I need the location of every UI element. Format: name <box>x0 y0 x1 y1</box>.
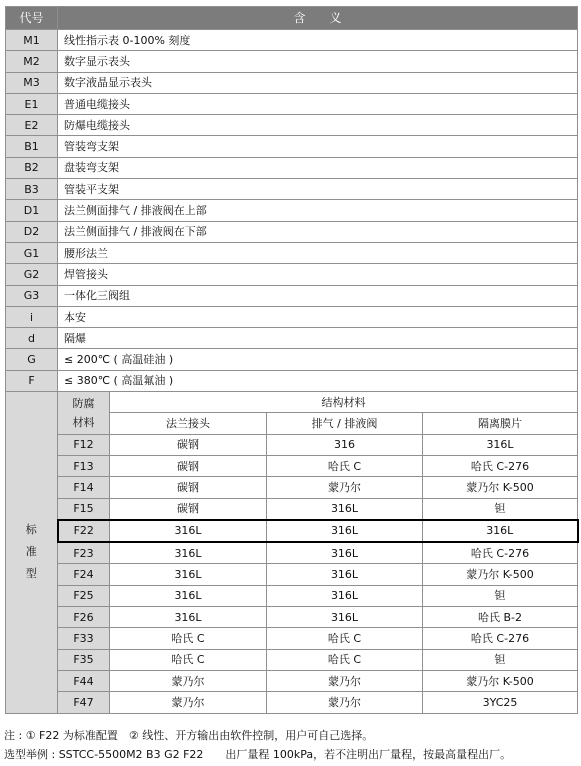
option-code: F <box>6 370 58 391</box>
option-row <box>6 221 578 242</box>
flange-material: 316L <box>110 564 267 585</box>
material-code: F12 <box>58 434 110 455</box>
diaphragm-material: 哈氏 B-2 <box>423 607 578 628</box>
option-code: G2 <box>6 264 58 285</box>
flange-material: 316L <box>110 585 267 606</box>
option-code: D2 <box>6 221 58 242</box>
material-code: F35 <box>58 649 110 670</box>
material-code: F23 <box>58 542 110 564</box>
option-description: 普通电缆接头 <box>58 93 578 114</box>
option-code: d <box>6 328 58 349</box>
material-code: F14 <box>58 477 110 498</box>
option-description: 一体化三阀组 <box>58 285 578 306</box>
corrosion-material-header: 防腐 材料 <box>58 392 110 435</box>
material-row <box>6 564 578 585</box>
option-code: i <box>6 306 58 327</box>
valve-material: 316L <box>267 585 423 606</box>
option-description: 腰形法兰 <box>58 242 578 263</box>
material-code: F24 <box>58 564 110 585</box>
material-code: F44 <box>58 670 110 691</box>
standard-type-label: 标 准 型 <box>6 392 58 713</box>
note-line-1: 注 : ① F22 为标准配置 ② 线性、开方输出由软件控制，用户可自己选择。 <box>4 729 374 742</box>
option-description: ≤ 200℃ ( 高温硅油 ) <box>58 349 578 370</box>
material-row <box>6 498 578 520</box>
option-description: 线性指示表 0-100% 刻度 <box>58 30 578 51</box>
option-description: 防爆电缆接头 <box>58 115 578 136</box>
option-description: 盘装弯支架 <box>58 157 578 178</box>
valve-material: 316L <box>267 542 423 564</box>
option-code: D1 <box>6 200 58 221</box>
option-code: E2 <box>6 115 58 136</box>
valve-column-header: 排气 / 排液阀 <box>267 413 423 434</box>
option-description: 管装弯支架 <box>58 136 578 157</box>
flange-material: 哈氏 C <box>110 628 267 649</box>
option-description: ≤ 380℃ ( 高温氟油 ) <box>58 370 578 391</box>
option-code: M1 <box>6 30 58 51</box>
diaphragm-material: 3YC25 <box>423 692 578 713</box>
material-row <box>6 628 578 649</box>
option-code: G3 <box>6 285 58 306</box>
valve-material: 蒙乃尔 <box>267 692 423 713</box>
valve-material: 316L <box>267 498 423 520</box>
option-description: 法兰侧面排气 / 排液阀在上部 <box>58 200 578 221</box>
diaphragm-material: 蒙乃尔 K-500 <box>423 564 578 585</box>
notes <box>4 726 578 764</box>
note-line-2: 选型举例 : SSTCC-5500M2 B3 G2 F22 出厂量程 100kPa，若不注明出厂量程，按最高量程出厂。 <box>4 748 512 761</box>
valve-material: 316L <box>267 520 423 542</box>
material-row <box>6 607 578 628</box>
diaphragm-column-header: 隔离膜片 <box>423 413 578 434</box>
flange-material: 碳钢 <box>110 477 267 498</box>
option-description: 数字液晶显示表头 <box>58 72 578 93</box>
option-row <box>6 242 578 263</box>
material-code: F15 <box>58 498 110 520</box>
diaphragm-material: 钽 <box>423 649 578 670</box>
valve-material: 哈氏 C <box>267 455 423 476</box>
material-code: F22 <box>58 520 110 542</box>
material-code: F25 <box>58 585 110 606</box>
diaphragm-material: 哈氏 C-276 <box>423 628 578 649</box>
flange-material: 碳钢 <box>110 455 267 476</box>
option-row <box>6 328 578 349</box>
flange-material: 316L <box>110 520 267 542</box>
option-row <box>6 93 578 114</box>
material-row <box>6 670 578 691</box>
valve-material: 蒙乃尔 <box>267 670 423 691</box>
valve-material: 316L <box>267 564 423 585</box>
option-code: G1 <box>6 242 58 263</box>
option-code: M3 <box>6 72 58 93</box>
diaphragm-material: 钽 <box>423 498 578 520</box>
flange-material: 碳钢 <box>110 498 267 520</box>
diaphragm-material: 蒙乃尔 K-500 <box>423 670 578 691</box>
option-code: G <box>6 349 58 370</box>
option-row <box>6 51 578 72</box>
code-column-header: 代号 <box>6 7 58 30</box>
material-code: F26 <box>58 607 110 628</box>
option-description: 法兰侧面排气 / 排液阀在下部 <box>58 221 578 242</box>
diaphragm-material: 哈氏 C-276 <box>423 542 578 564</box>
option-description: 隔爆 <box>58 328 578 349</box>
valve-material: 哈氏 C <box>267 649 423 670</box>
material-code: F33 <box>58 628 110 649</box>
material-row <box>6 520 578 542</box>
option-row <box>6 264 578 285</box>
option-row <box>6 349 578 370</box>
material-row <box>6 455 578 476</box>
option-row <box>6 30 578 51</box>
option-description: 本安 <box>58 306 578 327</box>
option-row <box>6 157 578 178</box>
meaning-column-header: 含 义 <box>58 7 578 30</box>
flange-column-header: 法兰接头 <box>110 413 267 434</box>
option-description: 数字显示表头 <box>58 51 578 72</box>
diaphragm-material: 316L <box>423 434 578 455</box>
material-row <box>6 477 578 498</box>
valve-material: 316 <box>267 434 423 455</box>
option-row <box>6 115 578 136</box>
flange-material: 蒙乃尔 <box>110 692 267 713</box>
diaphragm-material: 蒙乃尔 K-500 <box>423 477 578 498</box>
material-code: F47 <box>58 692 110 713</box>
flange-material: 哈氏 C <box>110 649 267 670</box>
material-row <box>6 692 578 713</box>
flange-material: 蒙乃尔 <box>110 670 267 691</box>
material-row <box>6 649 578 670</box>
material-row <box>6 542 578 564</box>
options-table <box>5 6 579 714</box>
option-row <box>6 179 578 200</box>
diaphragm-material: 哈氏 C-276 <box>423 455 578 476</box>
valve-material: 316L <box>267 607 423 628</box>
option-row <box>6 370 578 391</box>
flange-material: 碳钢 <box>110 434 267 455</box>
diaphragm-material: 316L <box>423 520 578 542</box>
option-code: E1 <box>6 93 58 114</box>
table-header-row <box>6 7 578 30</box>
option-code: B3 <box>6 179 58 200</box>
material-row <box>6 585 578 606</box>
option-code: M2 <box>6 51 58 72</box>
material-row <box>6 434 578 455</box>
material-code: F13 <box>58 455 110 476</box>
flange-material: 316L <box>110 607 267 628</box>
option-row <box>6 136 578 157</box>
option-row <box>6 285 578 306</box>
option-row <box>6 306 578 327</box>
options-body <box>6 30 578 392</box>
valve-material: 蒙乃尔 <box>267 477 423 498</box>
flange-material: 316L <box>110 542 267 564</box>
standard-materials-section <box>6 392 578 713</box>
standard-header-row-1 <box>6 392 578 413</box>
option-description: 焊管接头 <box>58 264 578 285</box>
structure-material-header: 结构材料 <box>110 392 578 413</box>
valve-material: 哈氏 C <box>267 628 423 649</box>
option-row <box>6 200 578 221</box>
option-code: B2 <box>6 157 58 178</box>
diaphragm-material: 钽 <box>423 585 578 606</box>
option-description: 管装平支架 <box>58 179 578 200</box>
option-code: B1 <box>6 136 58 157</box>
option-row <box>6 72 578 93</box>
